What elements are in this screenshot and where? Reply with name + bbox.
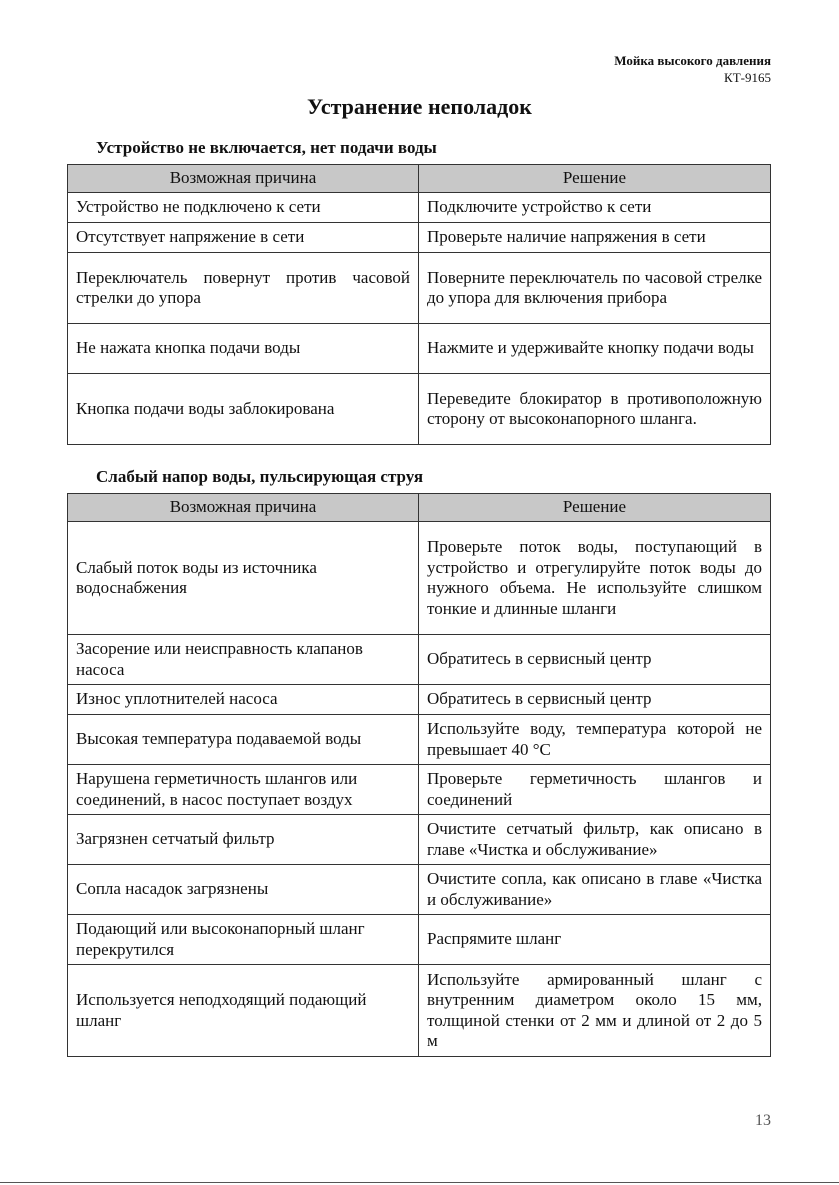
troubleshooting-table-weak-pressure xyxy=(67,493,771,1057)
solution-cell: Нажмите и удерживайте кнопку подачи воды xyxy=(419,324,771,374)
troubleshooting-table-no-power xyxy=(67,164,771,445)
column-header-solution: Решение xyxy=(419,494,771,522)
table-row xyxy=(68,765,771,815)
solution-cell: Проверьте наличие напряжения в сети xyxy=(419,223,771,253)
table-row xyxy=(68,635,771,685)
solution-cell: Используйте армированный шланг с внутренним диаметром около 15 мм, толщиной стенки от 2 мм и длиной от 2 до 5 м xyxy=(419,965,771,1057)
solution-cell: Очистите сетчатый фильтр, как описано в главе «Чистка и обслуживание» xyxy=(419,815,771,865)
model-number: КТ-9165 xyxy=(724,70,771,85)
cause-cell: Устройство не подключено к сети xyxy=(68,193,419,223)
page-header xyxy=(614,52,771,86)
cause-cell: Износ уплотнителей насоса xyxy=(68,685,419,715)
product-name: Мойка высокого давления xyxy=(614,53,771,68)
table-row xyxy=(68,253,771,324)
column-header-cause: Возможная причина xyxy=(68,165,419,193)
section-title-no-power: Устройство не включается, нет подачи воды xyxy=(96,138,437,157)
page-title: Устранение неполадок xyxy=(307,94,532,119)
table-row xyxy=(68,965,771,1057)
page-number: 13 xyxy=(755,1112,771,1129)
table-row xyxy=(68,374,771,445)
cause-cell: Используется неподходящий подающий шланг xyxy=(68,965,419,1057)
table-row xyxy=(68,324,771,374)
table-row xyxy=(68,223,771,253)
table-row xyxy=(68,715,771,765)
cause-cell: Нарушена герметичность шлангов или соединений, в насос поступает воздух xyxy=(68,765,419,815)
table-row xyxy=(68,193,771,223)
cause-cell: Отсутствует напряжение в сети xyxy=(68,223,419,253)
section-title-weak-pressure: Слабый напор воды, пульсирующая струя xyxy=(96,467,424,486)
solution-cell: Очистите сопла, как описано в главе «Чистка и обслуживание» xyxy=(419,865,771,915)
cause-cell: Подающий или высоконапорный шланг перекрутился xyxy=(68,915,419,965)
table-row xyxy=(68,522,771,635)
cause-cell: Переключатель повернут против часовой стрелки до упора xyxy=(68,253,419,324)
bottom-divider xyxy=(0,1182,839,1183)
solution-cell: Обратитесь в сервисный центр xyxy=(419,685,771,715)
column-header-cause: Возможная причина xyxy=(68,494,419,522)
column-header-solution: Решение xyxy=(419,165,771,193)
table-row xyxy=(68,915,771,965)
cause-cell: Кнопка подачи воды заблокирована xyxy=(68,374,419,445)
solution-cell: Подключите устройство к сети xyxy=(419,193,771,223)
table-row xyxy=(68,815,771,865)
solution-cell: Проверьте поток воды, поступающий в устройство и отрегулируйте поток воды до нужного объема. Не используйте слишком тонкие и длинные шланги xyxy=(419,522,771,635)
solution-cell: Используйте воду, температура которой не превышает 40 °С xyxy=(419,715,771,765)
cause-cell: Сопла насадок загрязнены xyxy=(68,865,419,915)
solution-cell: Распрямите шланг xyxy=(419,915,771,965)
cause-cell: Засорение или неисправность клапанов насоса xyxy=(68,635,419,685)
cause-cell: Загрязнен сетчатый фильтр xyxy=(68,815,419,865)
table-row xyxy=(68,685,771,715)
solution-cell: Проверьте герметичность шлангов и соединений xyxy=(419,765,771,815)
solution-cell: Обратитесь в сервисный центр xyxy=(419,635,771,685)
table-row xyxy=(68,865,771,915)
solution-cell: Поверните переключатель по часовой стрелке до упора для включения прибора xyxy=(419,253,771,324)
solution-cell: Переведите блокиратор в противоположную сторону от высоконапорного шланга. xyxy=(419,374,771,445)
cause-cell: Не нажата кнопка подачи воды xyxy=(68,324,419,374)
cause-cell: Слабый поток воды из источника водоснабжения xyxy=(68,522,419,635)
cause-cell: Высокая температура подаваемой воды xyxy=(68,715,419,765)
